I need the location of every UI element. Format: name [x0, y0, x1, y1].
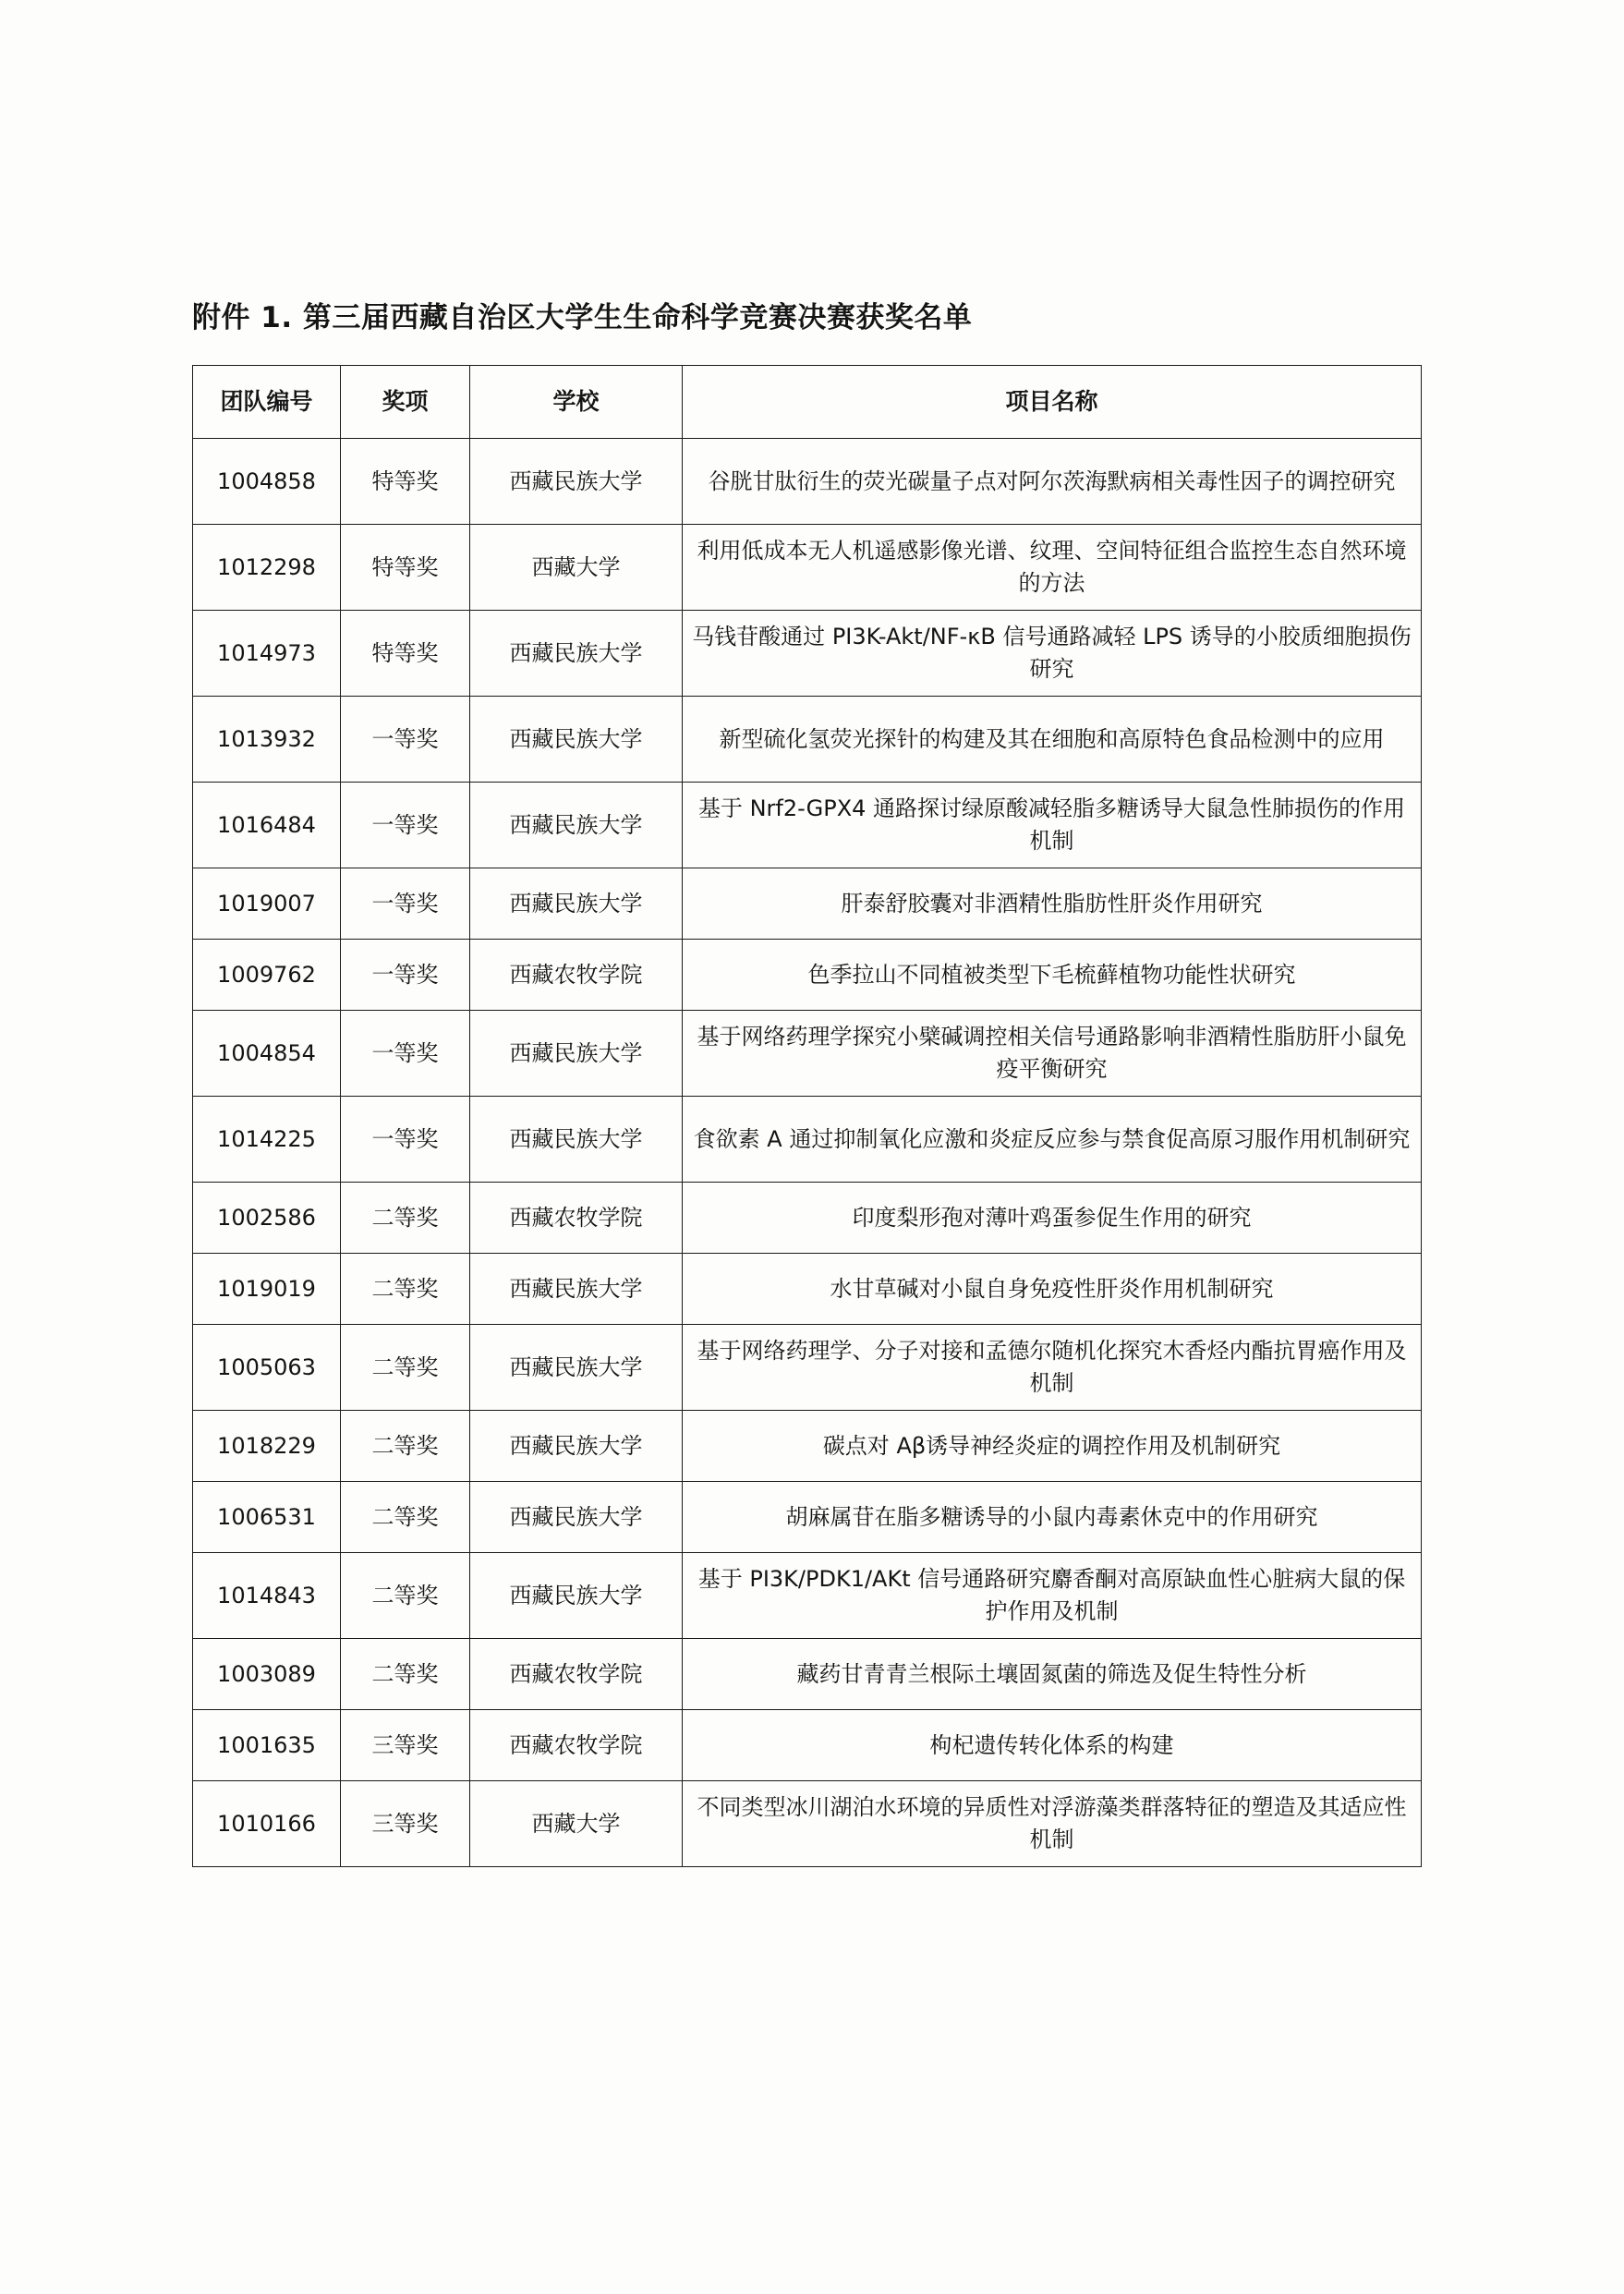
cell-team-id: 1006531 [193, 1482, 341, 1553]
table-row [193, 1011, 1422, 1097]
table-header-row [193, 366, 1422, 439]
cell-team-id: 1019019 [193, 1254, 341, 1325]
column-header-school: 学校 [470, 366, 683, 439]
cell-team-id: 1004858 [193, 439, 341, 525]
cell-team-id: 1014225 [193, 1097, 341, 1183]
cell-project: 印度梨形孢对薄叶鸡蛋参促生作用的研究 [683, 1183, 1422, 1254]
cell-project: 碳点对 Aβ诱导神经炎症的调控作用及机制研究 [683, 1411, 1422, 1482]
table-row [193, 1710, 1422, 1781]
cell-project: 新型硫化氢荧光探针的构建及其在细胞和高原特色食品检测中的应用 [683, 697, 1422, 783]
cell-team-id: 1001635 [193, 1710, 341, 1781]
cell-team-id: 1014843 [193, 1553, 341, 1639]
cell-school: 西藏民族大学 [470, 1553, 683, 1639]
cell-team-id: 1009762 [193, 940, 341, 1011]
cell-project: 胡麻属苷在脂多糖诱导的小鼠内毒素休克中的作用研究 [683, 1482, 1422, 1553]
cell-team-id: 1005063 [193, 1325, 341, 1411]
cell-project: 利用低成本无人机遥感影像光谱、纹理、空间特征组合监控生态自然环境的方法 [683, 525, 1422, 611]
cell-project: 不同类型冰川湖泊水环境的异质性对浮游藻类群落特征的塑造及其适应性机制 [683, 1781, 1422, 1867]
cell-school: 西藏民族大学 [470, 1011, 683, 1097]
column-header-project: 项目名称 [683, 366, 1422, 439]
cell-award: 一等奖 [341, 868, 470, 940]
cell-school: 西藏民族大学 [470, 1254, 683, 1325]
cell-project: 肝泰舒胶囊对非酒精性脂肪性肝炎作用研究 [683, 868, 1422, 940]
cell-award: 特等奖 [341, 439, 470, 525]
cell-team-id: 1004854 [193, 1011, 341, 1097]
cell-award: 二等奖 [341, 1482, 470, 1553]
cell-school: 西藏民族大学 [470, 783, 683, 868]
table-row [193, 525, 1422, 611]
table-row [193, 439, 1422, 525]
cell-school: 西藏民族大学 [470, 611, 683, 697]
cell-project: 谷胱甘肽衍生的荧光碳量子点对阿尔茨海默病相关毒性因子的调控研究 [683, 439, 1422, 525]
cell-team-id: 1010166 [193, 1781, 341, 1867]
table-row [193, 1411, 1422, 1482]
table-row [193, 783, 1422, 868]
cell-project: 枸杞遗传转化体系的构建 [683, 1710, 1422, 1781]
table-row [193, 940, 1422, 1011]
cell-award: 二等奖 [341, 1325, 470, 1411]
table-row [193, 1482, 1422, 1553]
cell-award: 三等奖 [341, 1781, 470, 1867]
cell-team-id: 1003089 [193, 1639, 341, 1710]
award-list-table-wrap [192, 365, 1421, 1867]
cell-project: 基于网络药理学、分子对接和孟德尔随机化探究木香烃内酯抗胃癌作用及机制 [683, 1325, 1422, 1411]
cell-team-id: 1012298 [193, 525, 341, 611]
table-row [193, 1639, 1422, 1710]
cell-school: 西藏农牧学院 [470, 1710, 683, 1781]
cell-school: 西藏民族大学 [470, 1097, 683, 1183]
cell-school: 西藏民族大学 [470, 1411, 683, 1482]
cell-project: 基于网络药理学探究小檗碱调控相关信号通路影响非酒精性脂肪肝小鼠免疫平衡研究 [683, 1011, 1422, 1097]
table-row [193, 1325, 1422, 1411]
cell-award: 二等奖 [341, 1183, 470, 1254]
cell-team-id: 1019007 [193, 868, 341, 940]
cell-project: 食欲素 A 通过抑制氧化应激和炎症反应参与禁食促高原习服作用机制研究 [683, 1097, 1422, 1183]
table-row [193, 1781, 1422, 1867]
award-list-table [192, 365, 1422, 1867]
cell-award: 特等奖 [341, 611, 470, 697]
cell-award: 二等奖 [341, 1553, 470, 1639]
cell-school: 西藏大学 [470, 525, 683, 611]
column-header-award: 奖项 [341, 366, 470, 439]
cell-award: 二等奖 [341, 1254, 470, 1325]
cell-team-id: 1018229 [193, 1411, 341, 1482]
cell-award: 一等奖 [341, 1011, 470, 1097]
table-row [193, 1097, 1422, 1183]
cell-award: 三等奖 [341, 1710, 470, 1781]
cell-award: 一等奖 [341, 1097, 470, 1183]
cell-school: 西藏民族大学 [470, 1325, 683, 1411]
table-row [193, 1183, 1422, 1254]
cell-school: 西藏民族大学 [470, 439, 683, 525]
cell-award: 一等奖 [341, 697, 470, 783]
cell-school: 西藏农牧学院 [470, 940, 683, 1011]
page-title: 附件 1. 第三届西藏自治区大学生生命科学竞赛决赛获奖名单 [192, 301, 973, 334]
cell-school: 西藏农牧学院 [470, 1183, 683, 1254]
cell-school: 西藏大学 [470, 1781, 683, 1867]
table-row [193, 1553, 1422, 1639]
cell-team-id: 1016484 [193, 783, 341, 868]
cell-school: 西藏民族大学 [470, 1482, 683, 1553]
cell-award: 一等奖 [341, 783, 470, 868]
cell-school: 西藏民族大学 [470, 697, 683, 783]
table-row [193, 697, 1422, 783]
cell-project: 色季拉山不同植被类型下毛梳藓植物功能性状研究 [683, 940, 1422, 1011]
cell-award: 二等奖 [341, 1411, 470, 1482]
column-header-team-id: 团队编号 [193, 366, 341, 439]
cell-award: 一等奖 [341, 940, 470, 1011]
cell-project: 藏药甘青青兰根际土壤固氮菌的筛选及促生特性分析 [683, 1639, 1422, 1710]
cell-school: 西藏民族大学 [470, 868, 683, 940]
cell-project: 基于 Nrf2-GPX4 通路探讨绿原酸减轻脂多糖诱导大鼠急性肺损伤的作用机制 [683, 783, 1422, 868]
table-row [193, 1254, 1422, 1325]
cell-award: 二等奖 [341, 1639, 470, 1710]
cell-project: 水甘草碱对小鼠自身免疫性肝炎作用机制研究 [683, 1254, 1422, 1325]
cell-team-id: 1002586 [193, 1183, 341, 1254]
table-row [193, 611, 1422, 697]
cell-team-id: 1014973 [193, 611, 341, 697]
cell-school: 西藏农牧学院 [470, 1639, 683, 1710]
table-row [193, 868, 1422, 940]
cell-project: 基于 PI3K/PDK1/AKt 信号通路研究麝香酮对高原缺血性心脏病大鼠的保护作用及机制 [683, 1553, 1422, 1639]
cell-project: 马钱苷酸通过 PI3K-Akt/NF-κB 信号通路减轻 LPS 诱导的小胶质细胞损伤研究 [683, 611, 1422, 697]
cell-award: 特等奖 [341, 525, 470, 611]
cell-team-id: 1013932 [193, 697, 341, 783]
